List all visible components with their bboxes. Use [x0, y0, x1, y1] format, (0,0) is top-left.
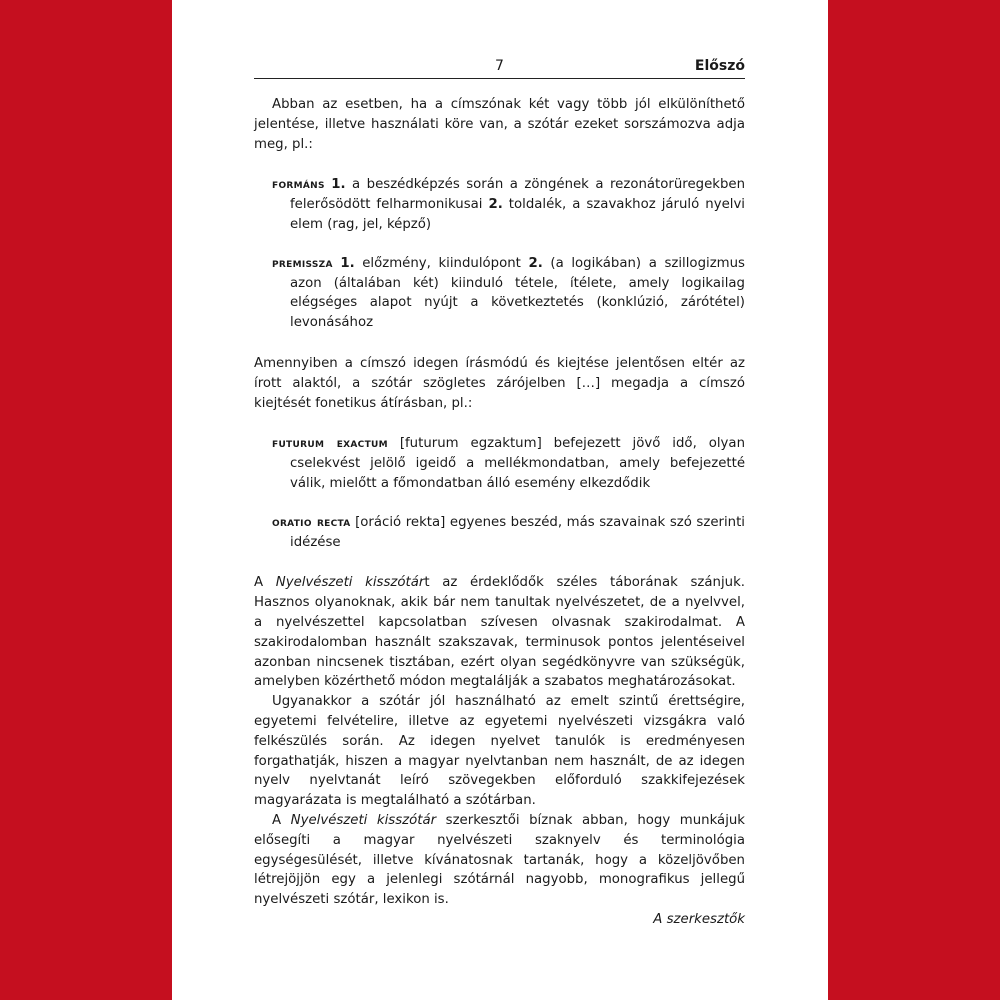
dictionary-entry	[254, 434, 745, 493]
dictionary-entry	[254, 175, 745, 234]
dictionary-entry	[254, 513, 745, 553]
signature: A szerkesztők	[653, 911, 745, 927]
pronunciation-intro-paragraph: Amennyiben a címszó idegen írásmódú és kiejtése jelentősen eltér az írott alaktól, a szótár szögletes zárójelben […] megadja a címszó kiejtését fonetikus átírásban, pl.:	[254, 355, 745, 411]
body-paragraph: Ugyanakkor a szótár jól használható az emelt szintű érettségire, egyetemi felvételire, illetve az egyetemi nyelvészeti vizsgákra való felkészülés során. Az idegen nyelvet tanulók is eredményesen forgathatják, hiszen a magyar nyelvtanban nem használt, de az idegen nyelv nyelvtanát leíró szövegekben előforduló szakkifejezések magyarázata is megtalálható a szótárban.	[254, 694, 745, 809]
body-paragraph: A Nyelvészeti kisszótárt az érdeklődők széles táborának szánjuk. Hasznos olyanoknak, akik bár nem tanultak nyelvészetet, de a nyelvvel, a nyelvészettel kapcsolatban szívesen olvasnak szakirodalmat. A szakirodalomban használt szakszavak, terminusok pontos jelentéseivel azonban nincsenek tisztában, ezért olyan segédkönyvre van szükségük, amelyben közérthető módon megtalálják a szabatos meghatározásokat.	[254, 575, 745, 690]
page-body	[254, 95, 745, 930]
page-number: 7	[495, 58, 504, 74]
entry-headword: futurum exactum	[272, 436, 388, 452]
sense-number: 2.	[528, 255, 543, 271]
entry-text: [oráció rekta] egyenes beszéd, más szavainak szó szerinti idézése	[290, 514, 746, 550]
sense-text: (a logikában) a szillogizmus azon (általában két) kiinduló tétele, ítélete, amely logikailag elégséges alapot nyújt a következtetés (konklúzió, zárótétel) levonásához	[290, 255, 745, 331]
sense-number: 1.	[340, 255, 355, 271]
section-title: Előszó	[694, 58, 745, 74]
sense-text: előzmény, kiindulópont	[354, 255, 529, 271]
dictionary-entry	[254, 254, 745, 333]
sense-number: 2.	[488, 197, 503, 213]
book-page	[172, 0, 828, 1000]
sense-text: toldalék, a szavakhoz járuló nyelvi elem (rag, jel, képző)	[290, 197, 746, 232]
entry-headword: oratio recta	[272, 514, 351, 530]
entry-headword: premissza	[272, 255, 333, 271]
entry-headword: formáns	[272, 177, 325, 193]
header-rule	[254, 78, 745, 79]
sense-text: a beszédképzés során a zöngének a rezonátorüregekben felerősödött felharmonikusai	[290, 177, 745, 213]
running-header	[254, 56, 745, 78]
sense-number: 1.	[331, 177, 346, 193]
book-title: Nyelvészeti kisszótár	[275, 575, 425, 591]
intro-paragraph: Abban az esetben, ha a címszónak két vagy több jól elkülöníthető jelentése, illetve használati köre van, a szótár ezeket sorszámozva adja meg, pl.:	[254, 97, 745, 152]
entry-text: [futurum egzaktum] befejezett jövő idő, olyan cselekvést jelölő igeidő a mellékmondatban, amely befejezetté válik, mielőtt a főmondatban álló esemény elkezdődik	[290, 436, 745, 491]
body-paragraph: A Nyelvészeti kisszótár szerkesztői bíznak abban, hogy munkájuk elősegíti a magyar nyelvészeti szaknyelv és terminológia egységesülését, illetve kívánatosnak tartanák, hogy a közeljövőben létrejöjjön egy a jelenlegi szótárnál nagyobb, monografikus jellegű nyelvészeti szótár, lexikon is.	[254, 812, 746, 908]
book-title: Nyelvészeti kisszótár	[290, 812, 437, 828]
